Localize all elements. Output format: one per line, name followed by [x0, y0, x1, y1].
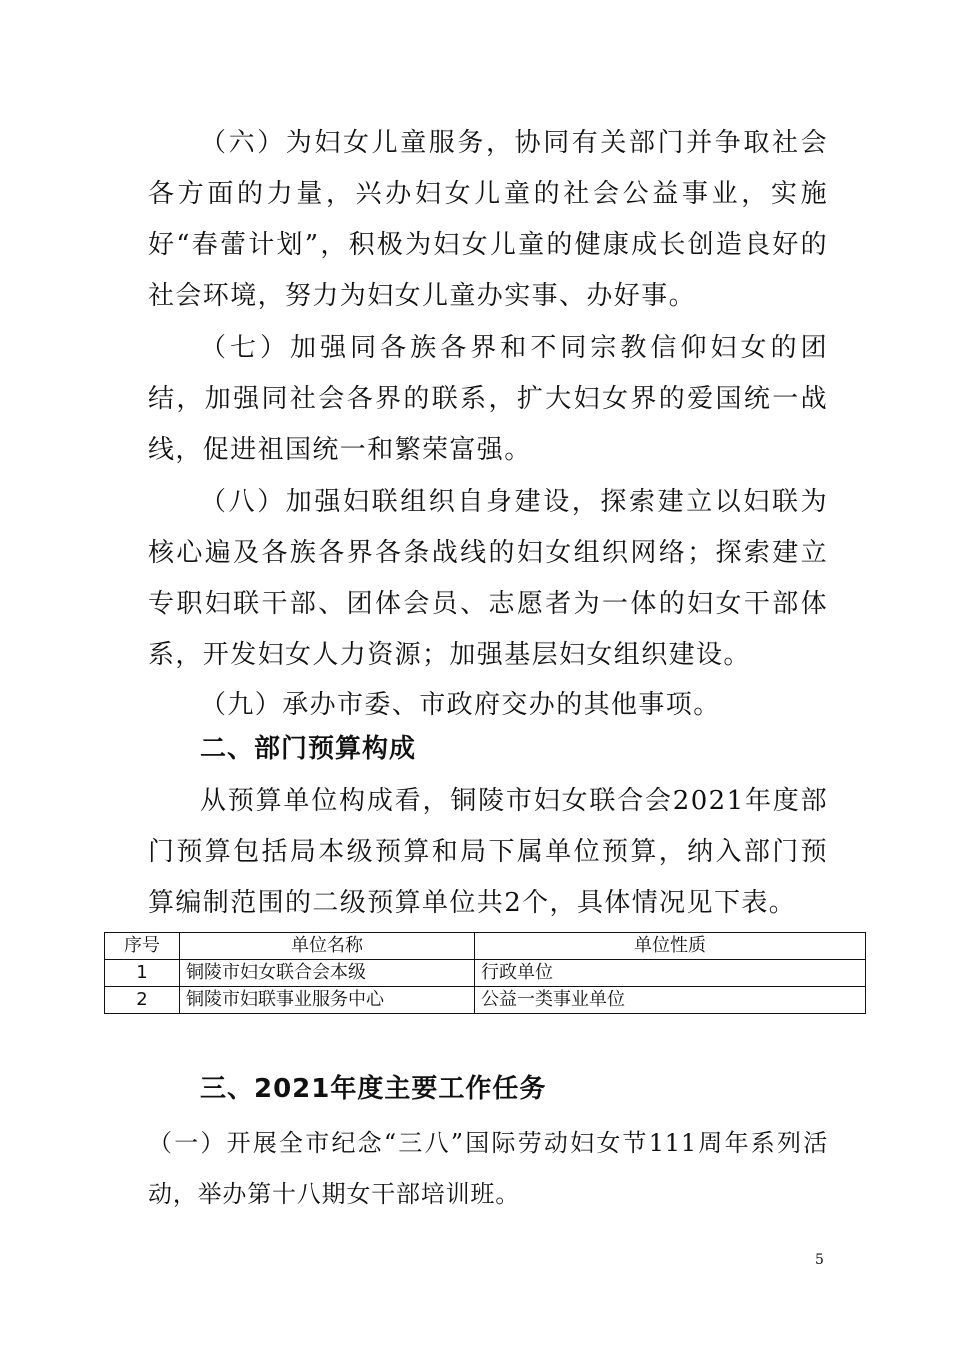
cell-unit-type: 公益一类事业单位 — [475, 987, 866, 1014]
cell-unit-name: 铜陵市妇联事业服务中心 — [180, 987, 475, 1014]
section-heading-main-tasks: 三、2021年度主要工作任务 — [200, 1074, 547, 1104]
cell-unit-type: 行政单位 — [475, 960, 866, 987]
section-heading-budget-structure: 二、部门预算构成 — [200, 734, 417, 764]
cell-unit-name: 铜陵市妇女联合会本级 — [180, 960, 475, 987]
table-header-row — [105, 933, 866, 960]
table-row — [105, 987, 866, 1014]
paragraph-item-9: （九）承办市委、市政府交办的其他事项。 — [200, 690, 721, 720]
paragraph-item-8: （八）加强妇联组织自身建设，探索建立以妇联为核心遍及各族各界各条战线的妇女组织网络；探索建立专职妇联干部、团体会员、志愿者为一体的妇女干部体系，开发妇女人力资源；加强基层妇女组织建设。 — [148, 487, 828, 670]
task-item-1: （一）开展全市纪念“三八”国际劳动妇女节111周年系列活动，举办第十八期女干部培训班。 — [148, 1129, 828, 1208]
budget-structure-intro: 从预算单位构成看，铜陵市妇女联合会2021年度部门预算包括局本级预算和局下属单位预算，纳入部门预算编制范围的二级预算单位共2个，具体情况见下表。 — [148, 786, 828, 918]
header-serial: 序号 — [105, 933, 180, 960]
budget-units-table — [104, 932, 866, 1014]
cell-serial: 1 — [105, 960, 180, 987]
paragraph-item-6: （六）为妇女儿童服务，协同有关部门并争取社会各方面的力量，兴办妇女儿童的社会公益事业，实施好“春蕾计划”，积极为妇女儿童的健康成长创造良好的社会环境，努力为妇女儿童办实事、办好事。 — [148, 128, 828, 311]
header-unit-name: 单位名称 — [180, 933, 475, 960]
cell-serial: 2 — [105, 987, 180, 1014]
header-unit-type: 单位性质 — [475, 933, 866, 960]
paragraph-item-7: （七）加强同各族各界和不同宗教信仰妇女的团结，加强同社会各界的联系，扩大妇女界的爱国统一战线，促进祖国统一和繁荣富强。 — [148, 333, 828, 465]
page-number: 5 — [815, 1252, 824, 1268]
table-row — [105, 960, 866, 987]
